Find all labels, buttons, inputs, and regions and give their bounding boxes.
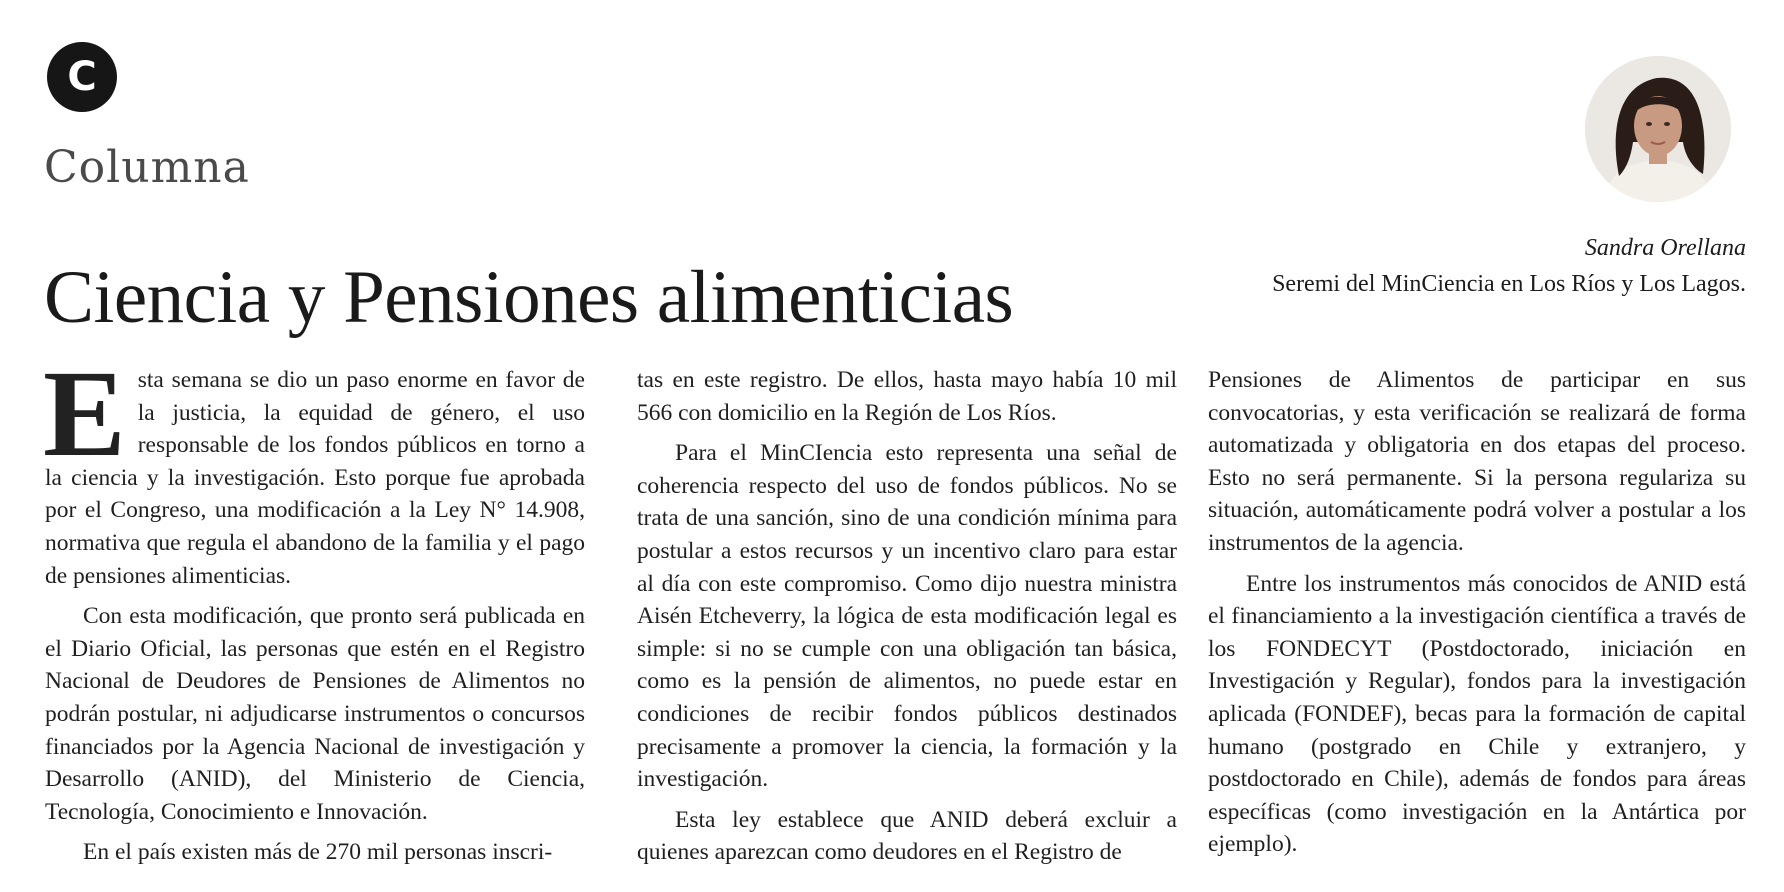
paragraph: En el país existen más de 270 mil personas inscri- bbox=[83, 839, 553, 866]
article-column-3 bbox=[1208, 364, 1746, 861]
headline: Ciencia y Pensiones alimenticias bbox=[44, 256, 1014, 339]
paragraph: Pensiones de Alimentos de participar en sus convocatorias, y esta verificación se realizará de forma automatizada y obligatoria en dos etapas del proceso. Esto no será permanente. Si la persona regulariza su situación, automáticamente podrá volver a postular a los instrumentos de la agencia. bbox=[1208, 367, 1746, 556]
paragraph: Para el MinCIencia esto representa una señal de coherencia respecto del uso de fondos públicos. No se trata de una sanción, sino de una condición mínima para postular a estos recursos y un incentivo claro para estar al día con este compromiso. Como dijo nuestra ministra Aisén Etcheverry, la lógica de esta modificación legal es simple: si no se cumple con una obligación tan básica, como es la pensión de alimentos, no puede estar en condiciones de recibir fondos públicos destinados precisamente a promover la ciencia, la formación y la investigación. bbox=[637, 440, 1177, 793]
author-portrait-icon bbox=[1585, 56, 1731, 202]
paragraph: Con esta modificación, que pronto será publicada en el Diario Oficial, las personas que estén en el Registro Nacional de Deudores de Pensiones de Alimentos no podrán postular, ni adjudicarse instrumentos o concursos financiados por la Agencia Nacional de investigación y Desarrollo (ANID), del Ministerio de Ciencia, Tecnología, Conocimiento e Innovación. bbox=[45, 603, 585, 825]
paragraph bbox=[43, 345, 585, 592]
article-column-2 bbox=[637, 364, 1177, 869]
drop-cap: E bbox=[43, 345, 126, 482]
section-label: Columna bbox=[44, 142, 250, 193]
author-photo bbox=[1585, 56, 1731, 202]
paragraph: tas en este registro. De ellos, hasta mayo había 10 mil 566 con domicilio en la Región de Los Ríos. bbox=[637, 367, 1177, 426]
author-role: Seremi del MinCiencia en Los Ríos y Los Lagos. bbox=[1272, 271, 1746, 297]
paragraph: Entre los instrumentos más conocidos de ANID está el financiamiento a la investigación científica a través de los FONDECYT (Postdoctorado, iniciación en Investigación y Regular), fondos para la investigación aplicada (FONDEF), becas para la formación de capital humano (postgrado en Chile y extranjero, y postdoctorado en Chile), además de fondos para áreas específicas (como investigación en la Antártica por ejemplo). bbox=[1208, 570, 1746, 858]
column-logo: C bbox=[47, 42, 117, 112]
paragraph-text: sta semana se dio un paso enorme en favor de la justicia, la equidad de género, el uso responsable de los fondos públicos en torno a la ciencia y la investigación. Esto porque fue aprobada por el Congreso, una modificación a la Ley N° 14.908, normativa que regula el abandono de la familia y el pago de pensiones alimenticias. bbox=[45, 367, 585, 589]
paragraph: Esta ley establece que ANID deberá excluir a quienes aparezcan como deudores en el Registro de bbox=[637, 806, 1177, 866]
article-column-1 bbox=[43, 345, 585, 869]
author-name: Sandra Orellana bbox=[1584, 235, 1746, 261]
